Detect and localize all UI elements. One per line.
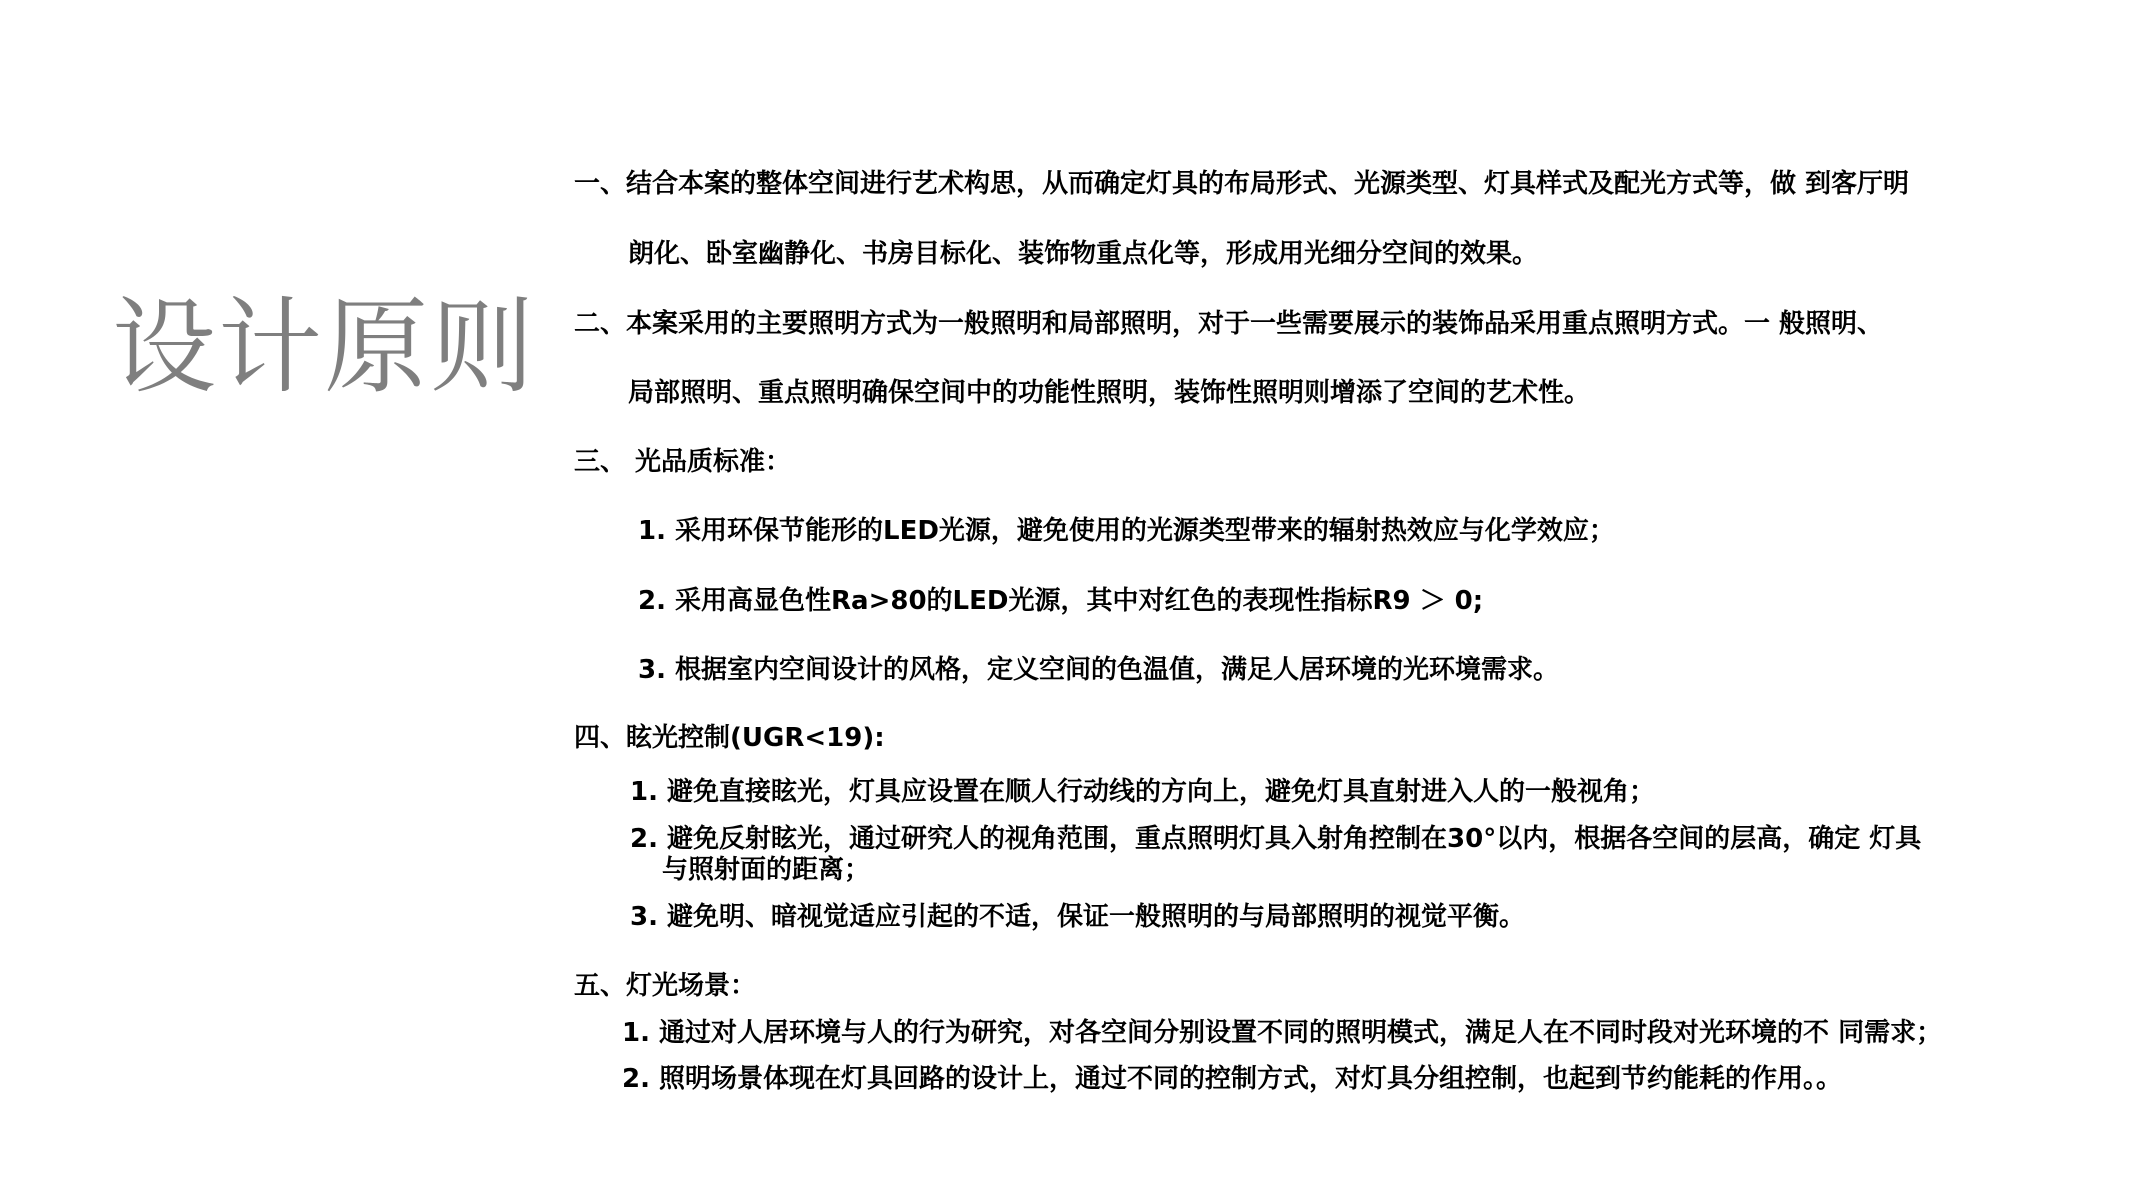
section-1-line-1: 一、结合本案的整体空间进行艺术构思，从而确定灯具的布局形式、光源类型、灯具样式及配光方式等，做 到客厅明 bbox=[574, 169, 1910, 199]
section-2-line-1: 二、本案采用的主要照明方式为一般照明和局部照明，对于一些需要展示的装饰品采用重点照明方式。一 般照明、 bbox=[574, 309, 1884, 339]
section-4-item-1: 1. 避免直接眩光，灯具应设置在顺人行动线的方向上，避免灯具直射进入人的一般视角； bbox=[630, 777, 1656, 807]
section-5-item-1: 1. 通过对人居环境与人的行为研究，对各空间分别设置不同的照明模式，满足人在不同时段对光环境的不 同需求； bbox=[622, 1018, 1943, 1048]
section-4-item-3: 3. 避免明、暗视觉适应引起的不适，保证一般照明的与局部照明的视觉平衡。 bbox=[630, 902, 1526, 932]
section-4-item-2-cont: 与照射面的距离； bbox=[662, 855, 871, 885]
section-3-item-3: 3. 根据室内空间设计的风格，定义空间的色温值，满足人居环境的光环境需求。 bbox=[638, 655, 1560, 685]
section-4-heading: 四、眩光控制(UGR<19): bbox=[574, 723, 885, 753]
section-2-line-2: 局部照明、重点照明确保空间中的功能性照明，装饰性照明则增添了空间的艺术性。 bbox=[628, 378, 1591, 408]
section-4-item-2: 2. 避免反射眩光，通过研究人的视角范围，重点照明灯具入射角控制在30°以内，根据各空间的层高，确定 灯具 bbox=[630, 824, 1922, 854]
slide-title: 设计原则 bbox=[112, 286, 537, 408]
section-3-item-1: 1. 采用环保节能形的LED光源，避免使用的光源类型带来的辐射热效应与化学效应； bbox=[638, 516, 1615, 546]
section-5-heading: 五、灯光场景： bbox=[574, 971, 757, 1001]
section-5-item-2: 2. 照明场景体现在灯具回路的设计上，通过不同的控制方式，对灯具分组控制，也起到节约能耗的作用。。 bbox=[622, 1064, 1843, 1094]
section-1-line-2: 朗化、卧室幽静化、书房目标化、装饰物重点化等，形成用光细分空间的效果。 bbox=[628, 239, 1539, 269]
section-3-heading: 三、 光品质标准： bbox=[574, 447, 792, 477]
section-3-item-2: 2. 采用高显色性Ra>80的LED光源，其中对红色的表现性指标R9 ＞ 0; bbox=[638, 586, 1484, 616]
